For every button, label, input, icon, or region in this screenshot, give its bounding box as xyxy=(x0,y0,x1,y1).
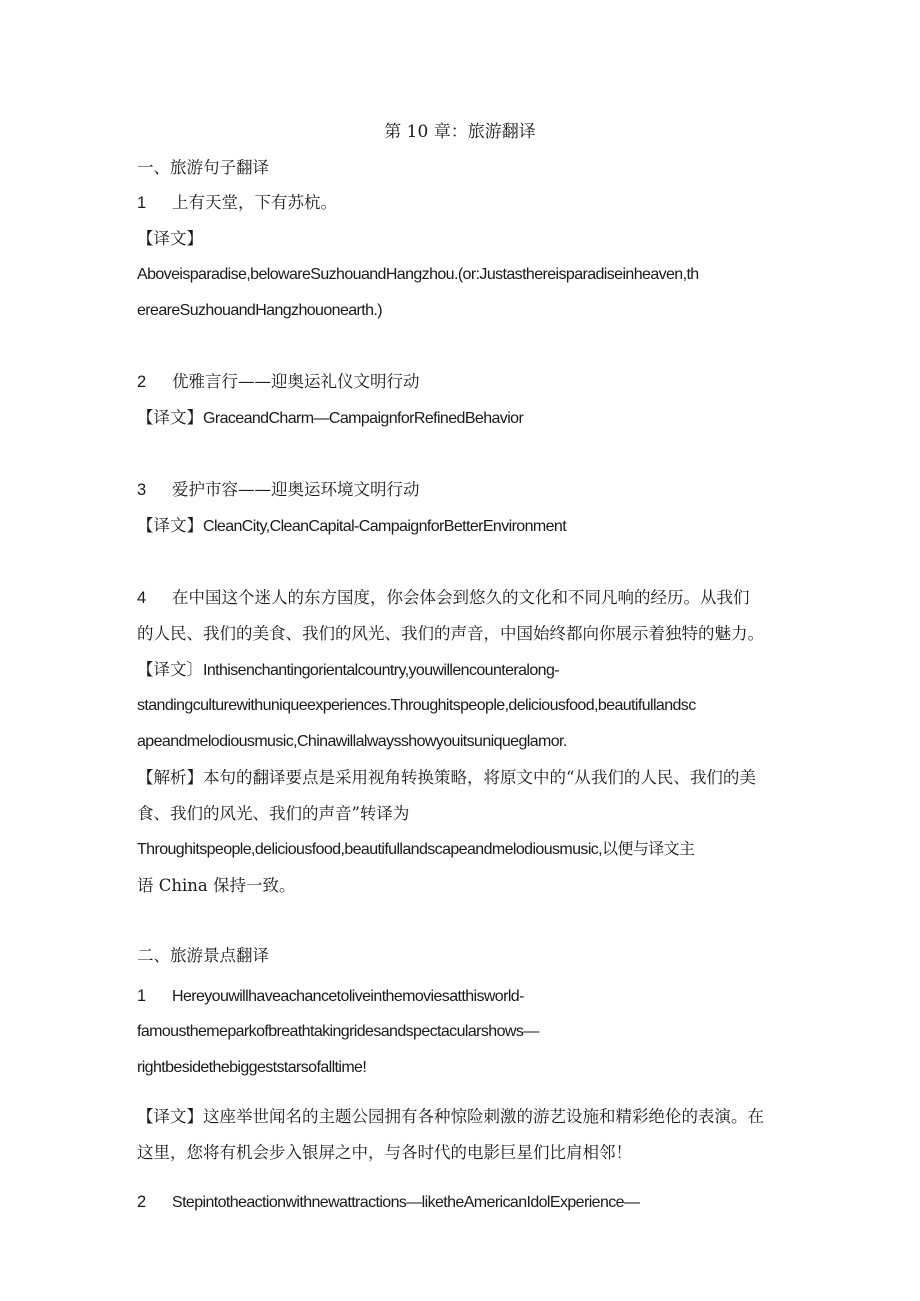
analysis-line: 语 China 保持一致。 xyxy=(137,876,296,895)
translation-text: CleanCity,CleanCapital-CampaignforBetterEnvironment xyxy=(203,518,567,535)
source-text-line: famousthemeparkofbreathtakingridesandspectacularshows— xyxy=(137,1023,539,1040)
translation-label: 【译文〕 xyxy=(137,660,203,679)
section-heading-sentences: 一、旅游句子翻译 xyxy=(137,158,269,177)
translation-line: 这里，您将有机会步入银屏之中，与各时代的电影巨星们比肩相邻！ xyxy=(137,1143,632,1162)
item-1-source xyxy=(137,193,337,213)
item-number: 3 xyxy=(137,481,147,499)
source-text: 上有天堂，下有苏杭。 xyxy=(172,193,337,212)
spot-1-source xyxy=(137,986,524,1007)
source-text: Hereyouwillhaveachancetoliveinthemoviesatthisworld- xyxy=(172,988,524,1005)
translation-text: Inthisenchantingorientalcountry,youwillencounteralong- xyxy=(203,662,559,679)
translation-label: 【译文】 xyxy=(137,516,203,535)
item-4-translation xyxy=(137,660,559,681)
translation-line: ereareSuzhouandHangzhouonearth.) xyxy=(137,302,382,319)
spot-1-translation xyxy=(137,1107,764,1127)
source-text: 爱护市容——迎奥运环境文明行动 xyxy=(172,480,420,499)
analysis-line: Throughitspeople,deliciousfood,beautifullandscapeandmelodiousmusic,以便与译文主 xyxy=(137,841,695,858)
translation-line: apeandmelodiousmusic,Chinawillalwaysshowyouitsuniqueglamor. xyxy=(137,733,567,750)
item-2-translation xyxy=(137,408,523,429)
item-number: 4 xyxy=(137,589,147,607)
source-text-line: 的人民、我们的美食、我们的风光、我们的声音，中国始终都向你展示着独特的魅力。 xyxy=(137,624,764,643)
analysis-label: 【解析】 xyxy=(137,768,203,787)
analysis-text: 本句的翻译要点是采用视角转换策略，将原文中的“从我们的人民、我们的美 xyxy=(203,768,756,787)
translation-label: 【译文】 xyxy=(137,1107,203,1126)
item-number: 1 xyxy=(137,194,147,212)
chapter-title: 第 10 章：旅游翻译 xyxy=(384,122,536,142)
item-3-translation xyxy=(137,516,566,537)
item-number: 2 xyxy=(137,1193,147,1211)
source-text: 优雅言行——迎奥运礼仪文明行动 xyxy=(172,372,420,391)
item-number: 1 xyxy=(137,987,147,1005)
section-heading-spots: 二、旅游景点翻译 xyxy=(137,946,269,965)
translation-text: 这座举世闻名的主题公园拥有各种惊险刺激的游艺设施和精彩绝伦的表演。在 xyxy=(203,1107,764,1126)
spot-2-source xyxy=(137,1192,639,1213)
source-text-line: rightbesidethebiggeststarsofalltime! xyxy=(137,1059,367,1076)
translation-line: Aboveisparadise,belowareSuzhouandHangzhou.(or:Justasthereisparadiseinheaven,th xyxy=(137,266,699,283)
translation-line: standingculturewithuniqueexperiences.Throughitspeople,deliciousfood,beautifullandsc xyxy=(137,697,696,714)
translation-label: 【译文】 xyxy=(137,408,203,427)
item-4-analysis xyxy=(137,768,756,788)
analysis-line: 食、我们的风光、我们的声音”转译为 xyxy=(137,804,410,823)
source-text: Stepintotheactionwithnewattractions—liketheAmericanIdolExperience— xyxy=(172,1194,640,1211)
item-4-source xyxy=(137,588,750,608)
item-number: 2 xyxy=(137,373,147,391)
item-3-source xyxy=(137,480,420,500)
translation-text: GraceandCharm—CampaignforRefinedBehavior xyxy=(203,410,524,427)
item-2-source xyxy=(137,372,420,392)
translation-label: 【译文】 xyxy=(137,229,203,248)
source-text: 在中国这个迷人的东方国度，你会体会到悠久的文化和不同凡响的经历。从我们 xyxy=(172,588,750,607)
